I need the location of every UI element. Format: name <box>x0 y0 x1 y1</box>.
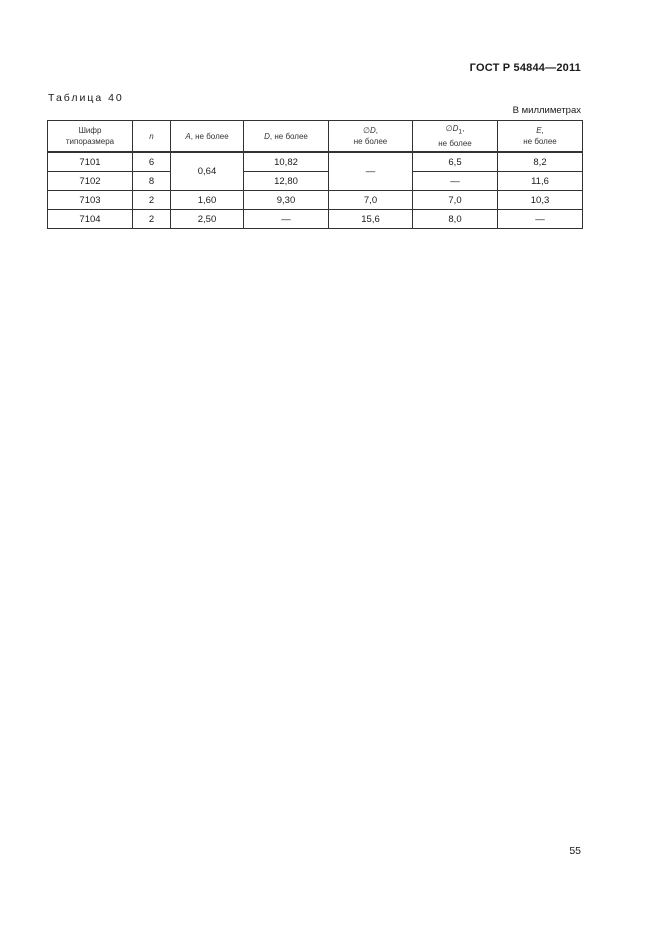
table-row <box>48 152 583 172</box>
header-outer-d1-subscript: 1 <box>458 128 463 136</box>
page-number: 55 <box>569 845 581 857</box>
cell-n: 2 <box>133 210 171 229</box>
header-e-symbol: E <box>536 126 542 135</box>
cell-outer-d: — <box>329 152 413 191</box>
header-a-symbol: A <box>185 131 191 141</box>
header-d-text: , не более <box>269 131 308 141</box>
header-a <box>171 121 244 153</box>
header-d <box>244 121 329 153</box>
cell-d: 12,80 <box>244 172 329 191</box>
cell-a: 2,50 <box>171 210 244 229</box>
header-outer-d1 <box>413 121 498 153</box>
table-header-row <box>48 121 583 153</box>
cell-outer-d1: 6,5 <box>413 152 498 172</box>
header-a-text: , не более <box>190 131 229 141</box>
header-outer-d1-symbol: ∅D <box>445 124 459 134</box>
header-e <box>498 121 583 153</box>
cell-outer-d1: 7,0 <box>413 191 498 210</box>
header-d-symbol: D <box>264 131 270 141</box>
header-code-line1: Шифр <box>78 126 102 135</box>
cell-code: 7104 <box>48 210 133 229</box>
cell-outer-d: 7,0 <box>329 191 413 210</box>
cell-outer-d: 15,6 <box>329 210 413 229</box>
units-note: В миллиметрах <box>512 105 581 116</box>
cell-n: 6 <box>133 152 171 172</box>
cell-e: 10,3 <box>498 191 583 210</box>
table-caption: Таблица 40 <box>48 92 124 104</box>
cell-d: 9,30 <box>244 191 329 210</box>
cell-n: 2 <box>133 191 171 210</box>
cell-a: 1,60 <box>171 191 244 210</box>
cell-e: 11,6 <box>498 172 583 191</box>
header-outer-d-line2: не более <box>353 137 388 146</box>
cell-d: 10,82 <box>244 152 329 172</box>
cell-a: 0,64 <box>171 152 244 191</box>
table-row <box>48 172 583 191</box>
header-outer-d-comma: , <box>375 126 378 135</box>
header-e-line2: не более <box>523 137 557 146</box>
header-n <box>133 121 171 153</box>
header-outer-d <box>329 121 413 153</box>
cell-code: 7102 <box>48 172 133 191</box>
cell-code: 7101 <box>48 152 133 172</box>
header-outer-d-symbol: ∅D <box>363 126 376 135</box>
cell-outer-d1: — <box>413 172 498 191</box>
header-outer-d1-comma: , <box>462 124 465 134</box>
cell-e: — <box>498 210 583 229</box>
header-e-comma: , <box>541 126 544 135</box>
table-row <box>48 191 583 210</box>
cell-d: — <box>244 210 329 229</box>
standard-designation: ГОСТ Р 54844—2011 <box>469 62 581 74</box>
cell-outer-d1: 8,0 <box>413 210 498 229</box>
cell-n: 8 <box>133 172 171 191</box>
cell-code: 7103 <box>48 191 133 210</box>
header-code-line2: типоразмера <box>65 137 115 146</box>
table-row <box>48 210 583 229</box>
cell-e: 8,2 <box>498 152 583 172</box>
header-code <box>48 121 133 153</box>
dimensions-table <box>47 120 583 229</box>
header-n-symbol: n <box>149 131 154 141</box>
header-outer-d1-line2: не более <box>438 138 472 148</box>
